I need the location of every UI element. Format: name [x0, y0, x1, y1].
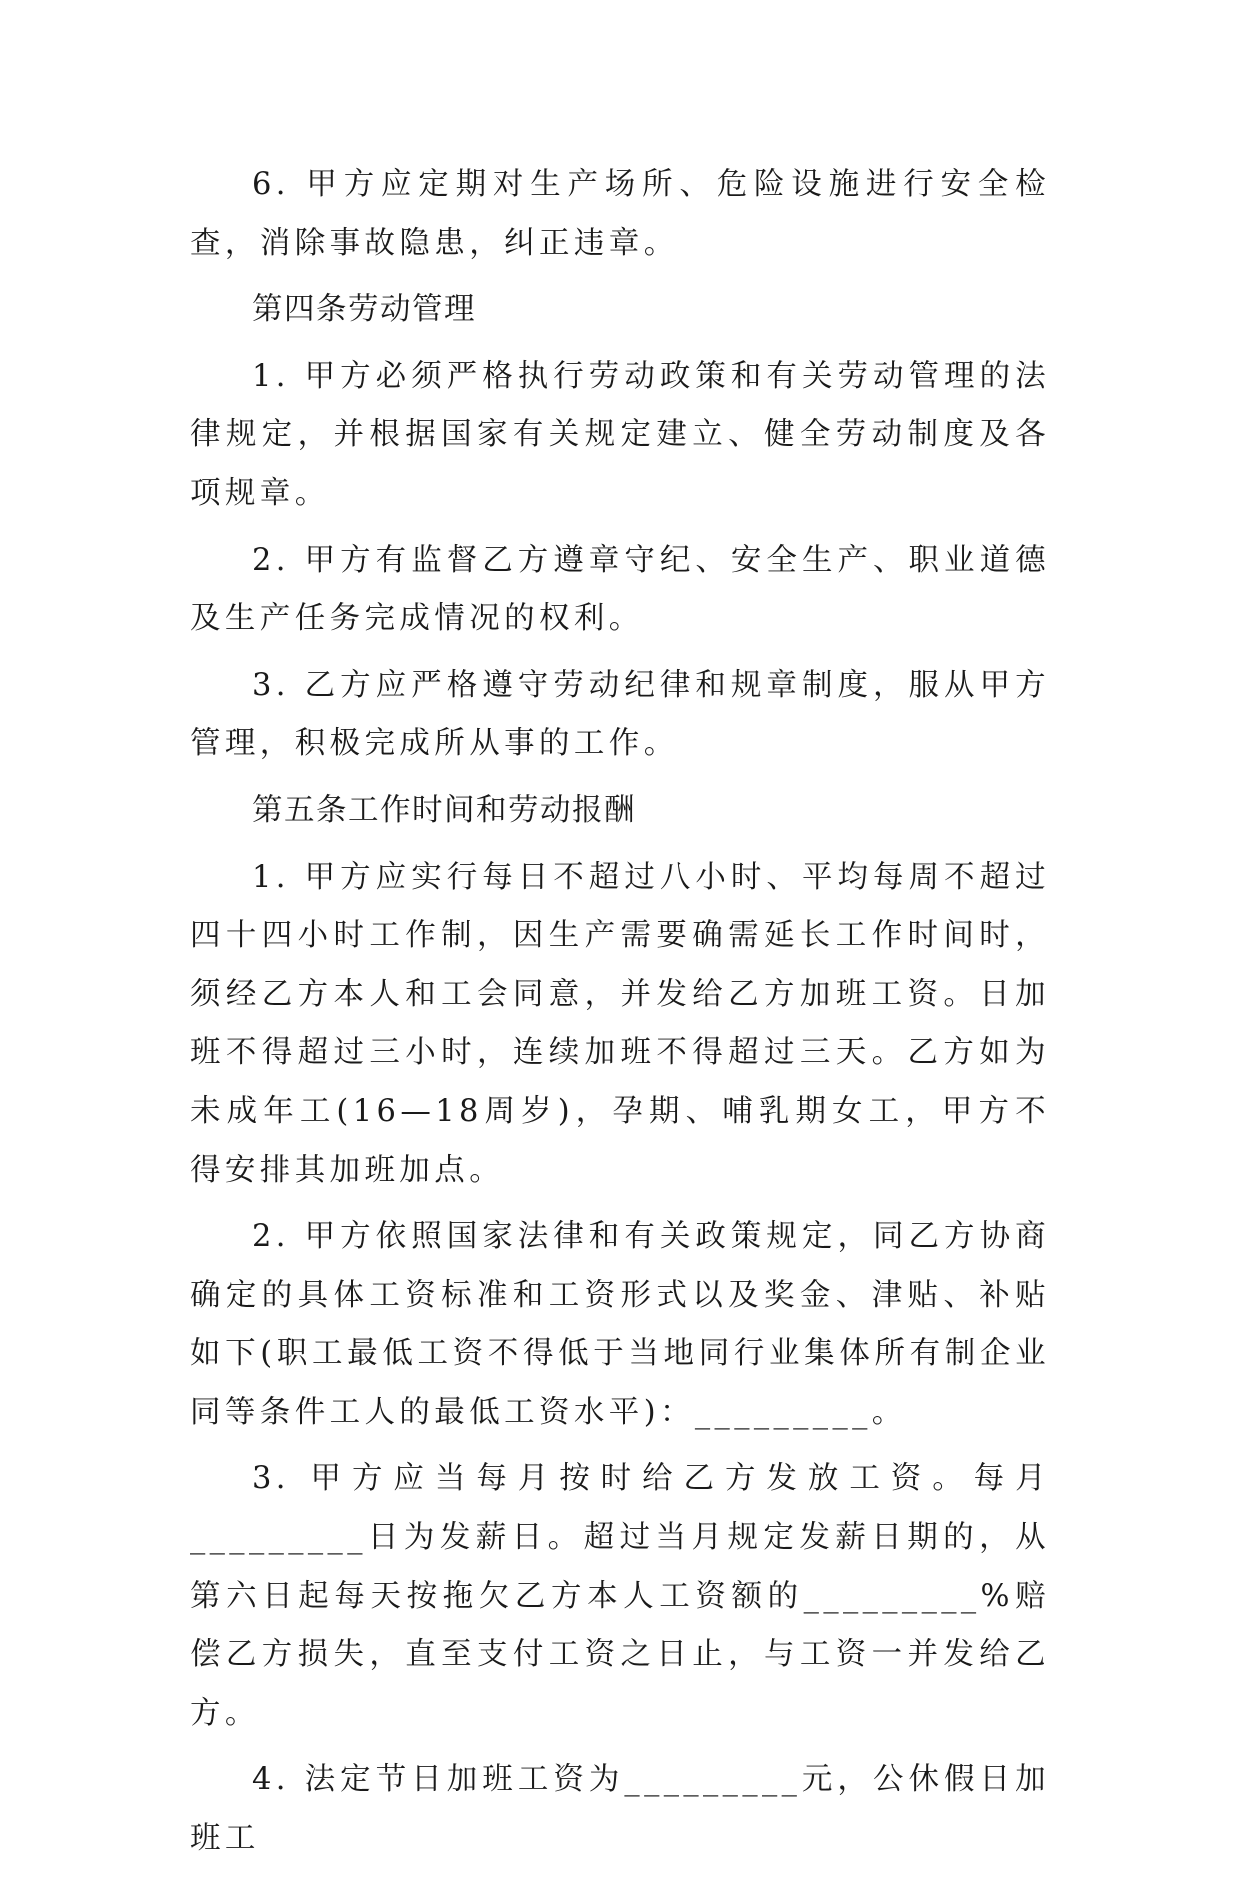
clause-paragraph: 2. 甲方有监督乙方遵章守纪、安全生产、职业道德及生产任务完成情况的权利。 — [190, 542, 1050, 637]
article-heading: 第四条劳动管理 — [252, 292, 476, 328]
clause-paragraph: 6. 甲方应定期对生产场所、危险设施进行安全检查，消除事故隐患，纠正违章。 — [190, 167, 1050, 261]
document-body — [190, 156, 1050, 1877]
clause-paragraph: 4. 法定节日加班工资为_________元，公休假日加班工 — [190, 1762, 1050, 1857]
clause-paragraph: 3. 乙方应严格遵守劳动纪律和规章制度，服从甲方管理，积极完成所从事的工作。 — [190, 667, 1050, 762]
clause-paragraph: 3. 甲方应当每月按时给乙方发放工资。每月_________日为发薪日。超过当月规定发薪日期的，从第六日起每天按拖欠乙方本人工资额的_________%赔偿乙方损失，直至支付工资之日止，与工资一并发给乙方。 — [190, 1461, 1050, 1731]
clause-paragraph: 1. 甲方应实行每日不超过八小时、平均每周不超过四十四小时工作制，因生产需要确需延长工作时间时，须经乙方本人和工会同意，并发给乙方加班工资。日加班不得超过三小时，连续加班不得超过三天。乙方如为未成年工(16—18周岁)，孕期、哺乳期女工，甲方不得安排其加班加点。 — [190, 859, 1050, 1188]
clause-paragraph: 1. 甲方必须严格执行劳动政策和有关劳动管理的法律规定，并根据国家有关规定建立、健全劳动制度及各项规章。 — [190, 358, 1050, 511]
clause-paragraph: 2. 甲方依照国家法律和有关政策规定，同乙方协商确定的具体工资标准和工资形式以及奖金、津贴、补贴如下(职工最低工资不得低于当地同行业集体所有制企业同等条件工人的最低工资水平)：_________。 — [190, 1219, 1050, 1430]
article-heading: 第五条工作时间和劳动报酬 — [252, 792, 636, 828]
